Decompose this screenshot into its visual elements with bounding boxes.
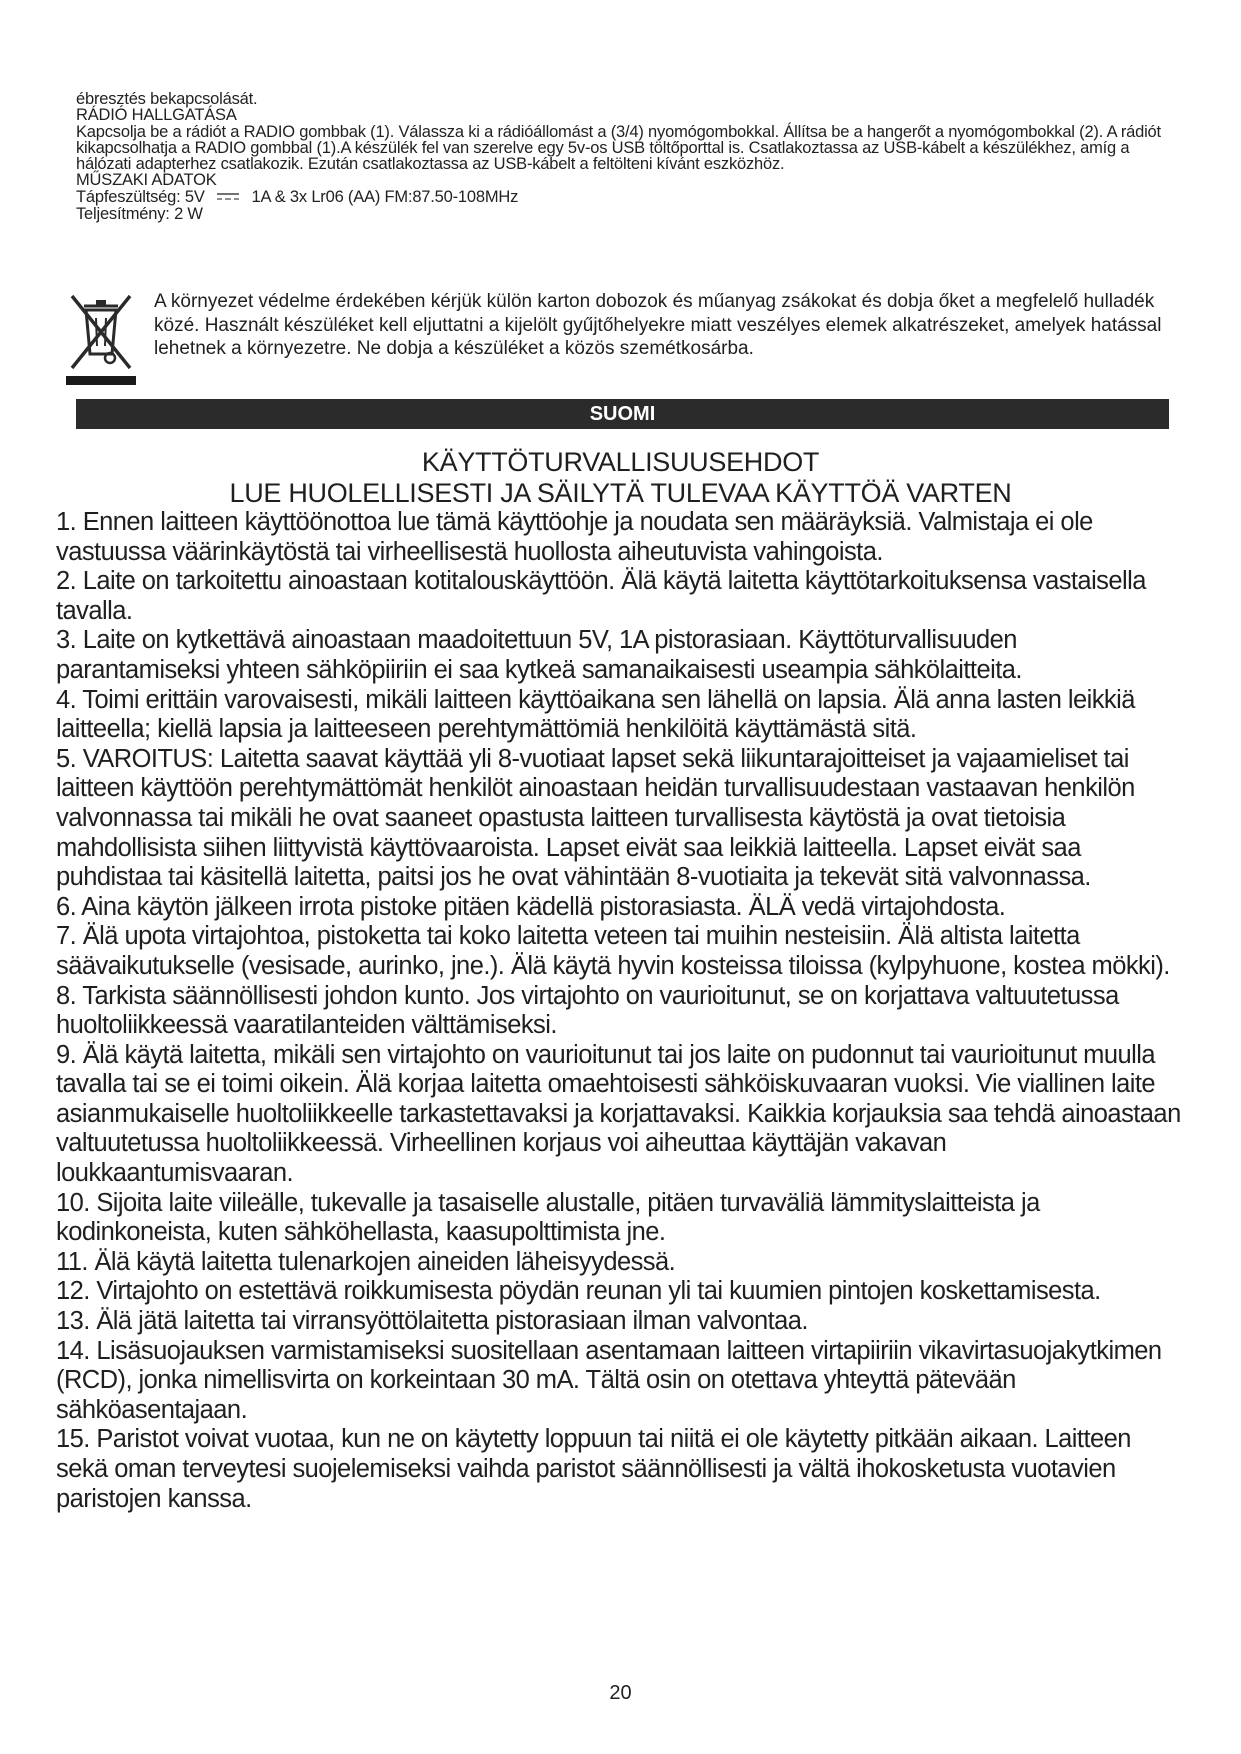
specs-supply-rest: 1A & 3x Lr06 (AA) FM:87.50-108MHz [251,187,519,206]
safety-subtitle: LUE HUOLELLISESTI JA SÄILYTÄ TULEVAA KÄYTTÖÄ VARTEN [229,478,1012,508]
crossed-out-wheelie-bin-icon [60,288,140,388]
safety-item-14: 14. Lisäsuojauksen varmistamiseksi suositellaan asentamaan laitteen virtapiiriin vikavirtasuojakytkimen (RCD), jonka nimellisvirta on korkeintaan 30 mA. Tältä osin on otettava yhteyttä pätevään sähköasentajaan. [56,1336,1162,1424]
radio-heading: RÁDIÓ HALLGATÁSA [76,106,237,125]
specs-heading: MŰSZAKI ADATOK [76,171,217,190]
specs-supply-label: Tápfeszültség: 5V [76,187,205,206]
language-section-bar: SUOMI [76,399,1169,429]
alarm-line: ébresztés bekapcsolását. [76,90,258,108]
hungarian-section [76,91,1186,222]
safety-item-4: 4. Toimi erittäin varovaisesti, mikäli laitteen käyttöaikana sen lähellä on lapsia. Älä anna lasten leikkiä laitteella; kiellä lapsia ja laitteeseen perehtymättömiä henkilöitä käyttämästä sitä. [56,685,1135,744]
safety-item-10: 10. Sijoita laite viileälle, tukevalle ja tasaiselle alustalle, pitäen turvaväliä lämmityslaitteista ja kodinkoneista, kuten sähköhellasta, kaasupolttimista jne. [56,1188,1040,1247]
safety-item-11: 11. Älä käytä laitetta tulenarkojen aineiden läheisyydessä. [56,1247,676,1276]
environment-notice-text: A környezet védelme érdekében kérjük külön karton dobozok és műanyag zsákokat és dobja őket a megfelelő hulladék közé. Használt készüléket kell eljuttatni a kijelölt gyűjtőhelyekre miatt veszélyes elemek alkatrészeket, amelyek hatással lehetnek a környezetre. Ne dobja a készüléket a közös szemétkosárba. [154,291,1162,359]
safety-item-2: 2. Laite on tarkoitettu ainoastaan kotitalouskäyttöön. Älä käytä laitetta käyttötarkoituksensa vastaisella tavalla. [56,567,1146,625]
page-number: 20 [609,1682,632,1704]
safety-item-7: 7. Älä upota virtajohtoa, pistoketta tai koko laitetta veteen tai muihin nesteisiin. Älä altista laitetta säävaikutukselle (vesisade, aurinko, jne.). Älä käytä hyvin kosteissa tiloissa (kylpyhuone, kostea mökki). [56,922,1170,980]
environment-notice [60,288,1180,396]
safety-instructions [56,508,1186,1514]
safety-item-6: 6. Aina käytön jälkeen irrota pistoke pitäen kädellä pistorasiasta. ÄLÄ vedä virtajohdosta. [56,892,1006,921]
safety-item-12: 12. Virtajohto on estettävä roikkumisesta pöydän reunan yli tai kuumien pintojen koskettamisesta. [56,1277,1101,1306]
safety-item-13: 13. Älä jätä laitetta tai virransyöttölaitetta pistorasiaan ilman valvontaa. [56,1307,808,1336]
specs-power: Teljesítmény: 2 W [76,204,203,223]
radio-text: Kapcsolja be a rádiót a RADIO gombbak (1). Válassza ki a rádióállomást a (3/4) nyomógombokkal. Állítsa be a hangerőt a nyomógombokkal (2). A rádiót kikapcsolhatja a RADIO gombbal (1).A készülék fel van szerelve egy 5v-os USB töltőporttal is. Csatlakoztassa az USB-kábelt a készülékhez, amíg a hálózati adapterhez csatlakozik. Ezután csatlakoztassa az USB-kábelt a feltölteni kívánt eszközhöz. [76,122,1161,174]
safety-item-5: 5. VAROITUS: Laitetta saavat käyttää yli 8-vuotiaat lapset sekä liikuntarajoitteiset ja vajaamieliset tai laitteen käyttöön perehtymättömät henkilöt ainoastaan heidän turvallisuudestaan vastaavan henkilön valvonnassa tai mikäli he ovat saaneet opastusta laitteen turvallisesta käytöstä ja ovat tietoisia mahdollisista siihen liittyvistä käyttövaaroista. Lapset eivät saa leikkiä laitteella. Lapset eivät saa puhdistaa tai käsitellä laitetta, paitsi jos he ovat vähintään 8-vuotiaita ja tekevät sitä valvonnassa. [56,744,1135,892]
safety-item-8: 8. Tarkista säännöllisesti johdon kunto. Jos virtajohto on vaurioitunut, se on korjattava valtuutetussa huoltoliikkeessä vaaratilanteiden välttämiseksi. [56,981,1119,1040]
safety-item-1: 1. Ennen laitteen käyttöönottoa lue tämä käyttöohje ja noudata sen määräyksiä. Valmistaja ei ole vastuussa väärinkäytöstä tai virheellisestä huollosta aiheutuvista vahingoista. [56,508,1093,566]
safety-item-3: 3. Laite on kytkettävä ainoastaan maadoitettuun 5V, 1A pistorasiaan. Käyttöturvallisuuden parantamiseksi yhteen sähköpiiriin ei saa kytkeä samanaikaisesti useampia sähkölaitteita. [56,626,1022,684]
safety-item-9: 9. Älä käytä laitetta, mikäli sen virtajohto on vaurioitunut tai jos laite on pudonnut tai vaurioitunut muulla tavalla tai se ei toimi oikein. Älä korjaa laitetta omaehtoisesti sähköiskuvaaran vuoksi. Vie viallinen laite asianmukaiselle huoltoliikkeelle tarkastettavaksi ja korjattavaksi. Kaikkia korjauksia saa tehdä ainoastaan valtuutetussa huoltoliikkeessä. Virheellinen korjaus voi aiheuttaa käyttäjän vakavan loukkaantumisvaaran. [56,1040,1181,1188]
dc-current-icon [217,189,239,205]
specs-supply [76,189,1186,206]
safety-title: KÄYTTÖTURVALLISUUSEHDOT [421,447,820,477]
safety-item-15: 15. Paristot voivat vuotaa, kun ne on käytetty loppuun tai niitä ei ole käytetty pitkään aikaan. Laitteen sekä oman terveytesi suojelemiseksi vaihda paristot säännöllisesti ja vältä ihokosketusta vuotavien paristojen kanssa. [56,1425,1131,1513]
